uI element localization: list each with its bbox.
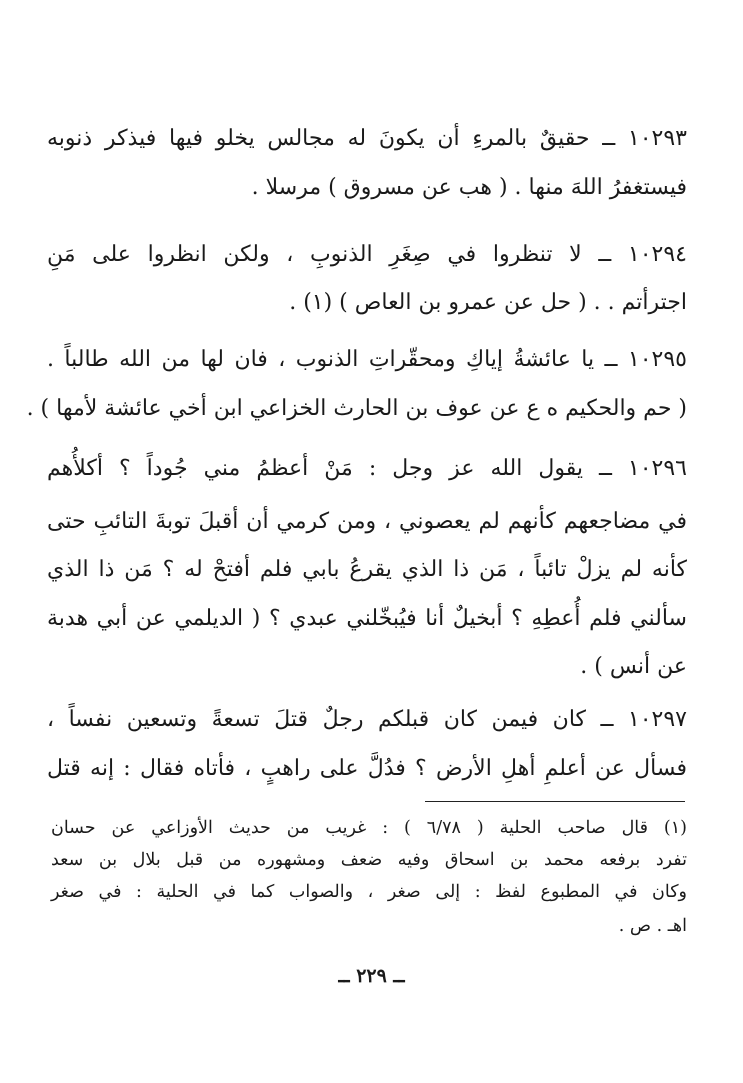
hadith-10293-line-1: ١٠٢٩٣ ــ حقيقٌ بالمرءِ أن يكونَ له مجالس يخلو فيها فيذكر ذنوبه xyxy=(47,126,687,151)
footnote-line-3: وكان في المطبوع لفظ : إلى صغر ، والصواب كما في الحلية : في صغر xyxy=(51,882,687,902)
footnote-separator xyxy=(425,801,685,802)
hadith-10295-line-1: ١٠٢٩٥ ــ يا عائشةُ إياكِ ومحقّراتِ الذنوب ، فان لها من الله طالباً . xyxy=(47,347,687,372)
hadith-10295-line-2: ( حم والحكيم ه ع عن عوف بن الحارث الخزاعي ابن أخي عائشة لأمها ) . xyxy=(26,396,687,421)
hadith-10294-line-2: اجترأتم . . ( حل عن عمرو بن العاص ) (١) . xyxy=(289,290,687,315)
hadith-10297-line-2: فسأل عن أعلمِ أهلِ الأرض ؟ فدُلَّ على راهبٍ ، فأتاه فقال : إنه قتل xyxy=(47,756,687,781)
hadith-10296-line-5: عن أنس ) . xyxy=(580,654,687,679)
hadith-10293-line-2: فيستغفرُ اللهَ منها . ( هب عن مسروق ) مرسلا . xyxy=(251,175,687,200)
footnote-line-4: اهـ . ص . xyxy=(618,916,687,936)
hadith-10296-line-3: كأنه لم يزلْ تائباً ، مَن ذا الذي يقرعُ بابي فلم أفتحْ له ؟ مَن ذا الذي xyxy=(47,557,687,582)
footnote-line-2: تفرد برفعه محمد بن اسحاق وفيه ضعف ومشهوره من قبل بلال بن سعد xyxy=(51,850,687,870)
footnote-line-1: (١) قال صاحب الحلية ( ٦/٧٨ ) : غريب من حديث الأوزاعي عن حسان xyxy=(51,818,687,838)
hadith-10296-line-4: سألني فلم أُعطِهِ ؟ أبخيلٌ أنا فيُبخّلني عبدي ؟ ( الديلمي عن أبي هدبة xyxy=(47,606,687,631)
hadith-10297-line-1: ١٠٢٩٧ ــ كان فيمن كان قبلكم رجلٌ قتلَ تسعةً وتسعين نفساً ، xyxy=(47,707,687,732)
page-number: ــ ٢٢٩ ــ xyxy=(338,965,405,987)
hadith-10294-line-1: ١٠٢٩٤ ــ لا تنظروا في صِغَرِ الذنوبِ ، ولكن انظروا على مَنِ xyxy=(47,242,687,267)
hadith-10296-line-2: في مضاجعهم كأنهم لم يعصوني ، ومن كرمي أن أقبلَ توبةَ التائبِ حتى xyxy=(47,509,687,534)
hadith-10296-line-1: ١٠٢٩٦ ــ يقول الله عز وجل : مَنْ أعظمُ مني جُوداً ؟ أكلأُهم xyxy=(47,456,687,481)
